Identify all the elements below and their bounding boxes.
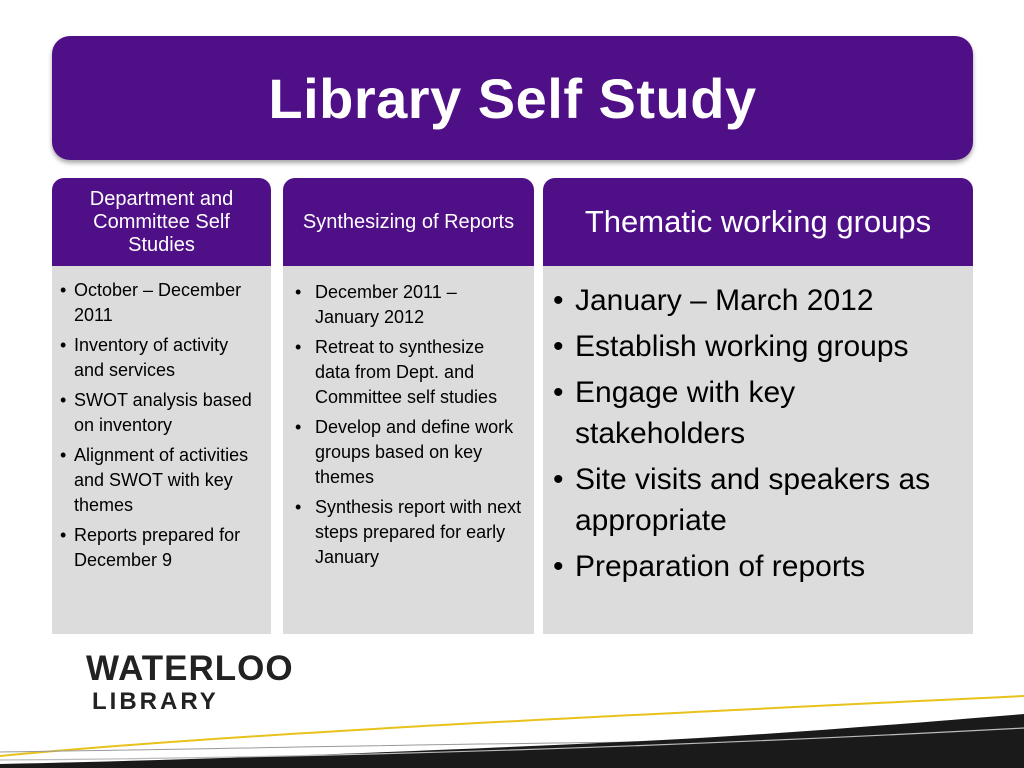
column-body-thematic-groups (543, 266, 973, 634)
column-header-thematic-groups (543, 178, 973, 266)
list-item: • Inventory of activity and services (60, 335, 229, 380)
column-header-label: Department and Committee Self Studies (89, 187, 234, 256)
list-item: • Develop and define work groups based on key themes (295, 417, 514, 487)
list-item: • Site visits and speakers as appropriate (553, 463, 931, 537)
decorative-swoosh (0, 690, 1024, 768)
list-item: • Retreat to synthesize data from Dept. and Committee self studies (295, 337, 498, 407)
list-item: • October – December 2011 (60, 280, 242, 325)
logo-subtitle: LIBRARY (92, 688, 219, 715)
column-body-department-studies (52, 266, 271, 634)
list-item: • Alignment of activities and SWOT with key themes (60, 445, 249, 515)
column-body-synthesizing (283, 266, 534, 634)
slide-title: Library Self Study (268, 66, 757, 130)
list-item: • December 2011 – January 2012 (295, 282, 457, 327)
list-item: • January – March 2012 (553, 284, 874, 317)
bullet-list (553, 280, 963, 587)
bullet-list (60, 278, 263, 573)
column-header-label: Synthesizing of Reports (302, 210, 515, 233)
logo-wordmark: WATERLOO (86, 649, 294, 688)
list-item: • Reports prepared for December 9 (60, 525, 241, 570)
column-header-synthesizing (283, 178, 534, 266)
list-item: • Establish working groups (553, 330, 909, 363)
list-item: • Preparation of reports (553, 550, 866, 583)
list-item: • Engage with key stakeholders (553, 376, 796, 450)
column-header-label: Thematic working groups (584, 204, 932, 239)
list-item: • Synthesis report with next steps prepared for early January (295, 497, 522, 567)
column-header-department-studies (52, 178, 271, 266)
title-banner (52, 36, 973, 160)
list-item: • SWOT analysis based on inventory (60, 390, 252, 435)
bullet-list (295, 280, 522, 570)
